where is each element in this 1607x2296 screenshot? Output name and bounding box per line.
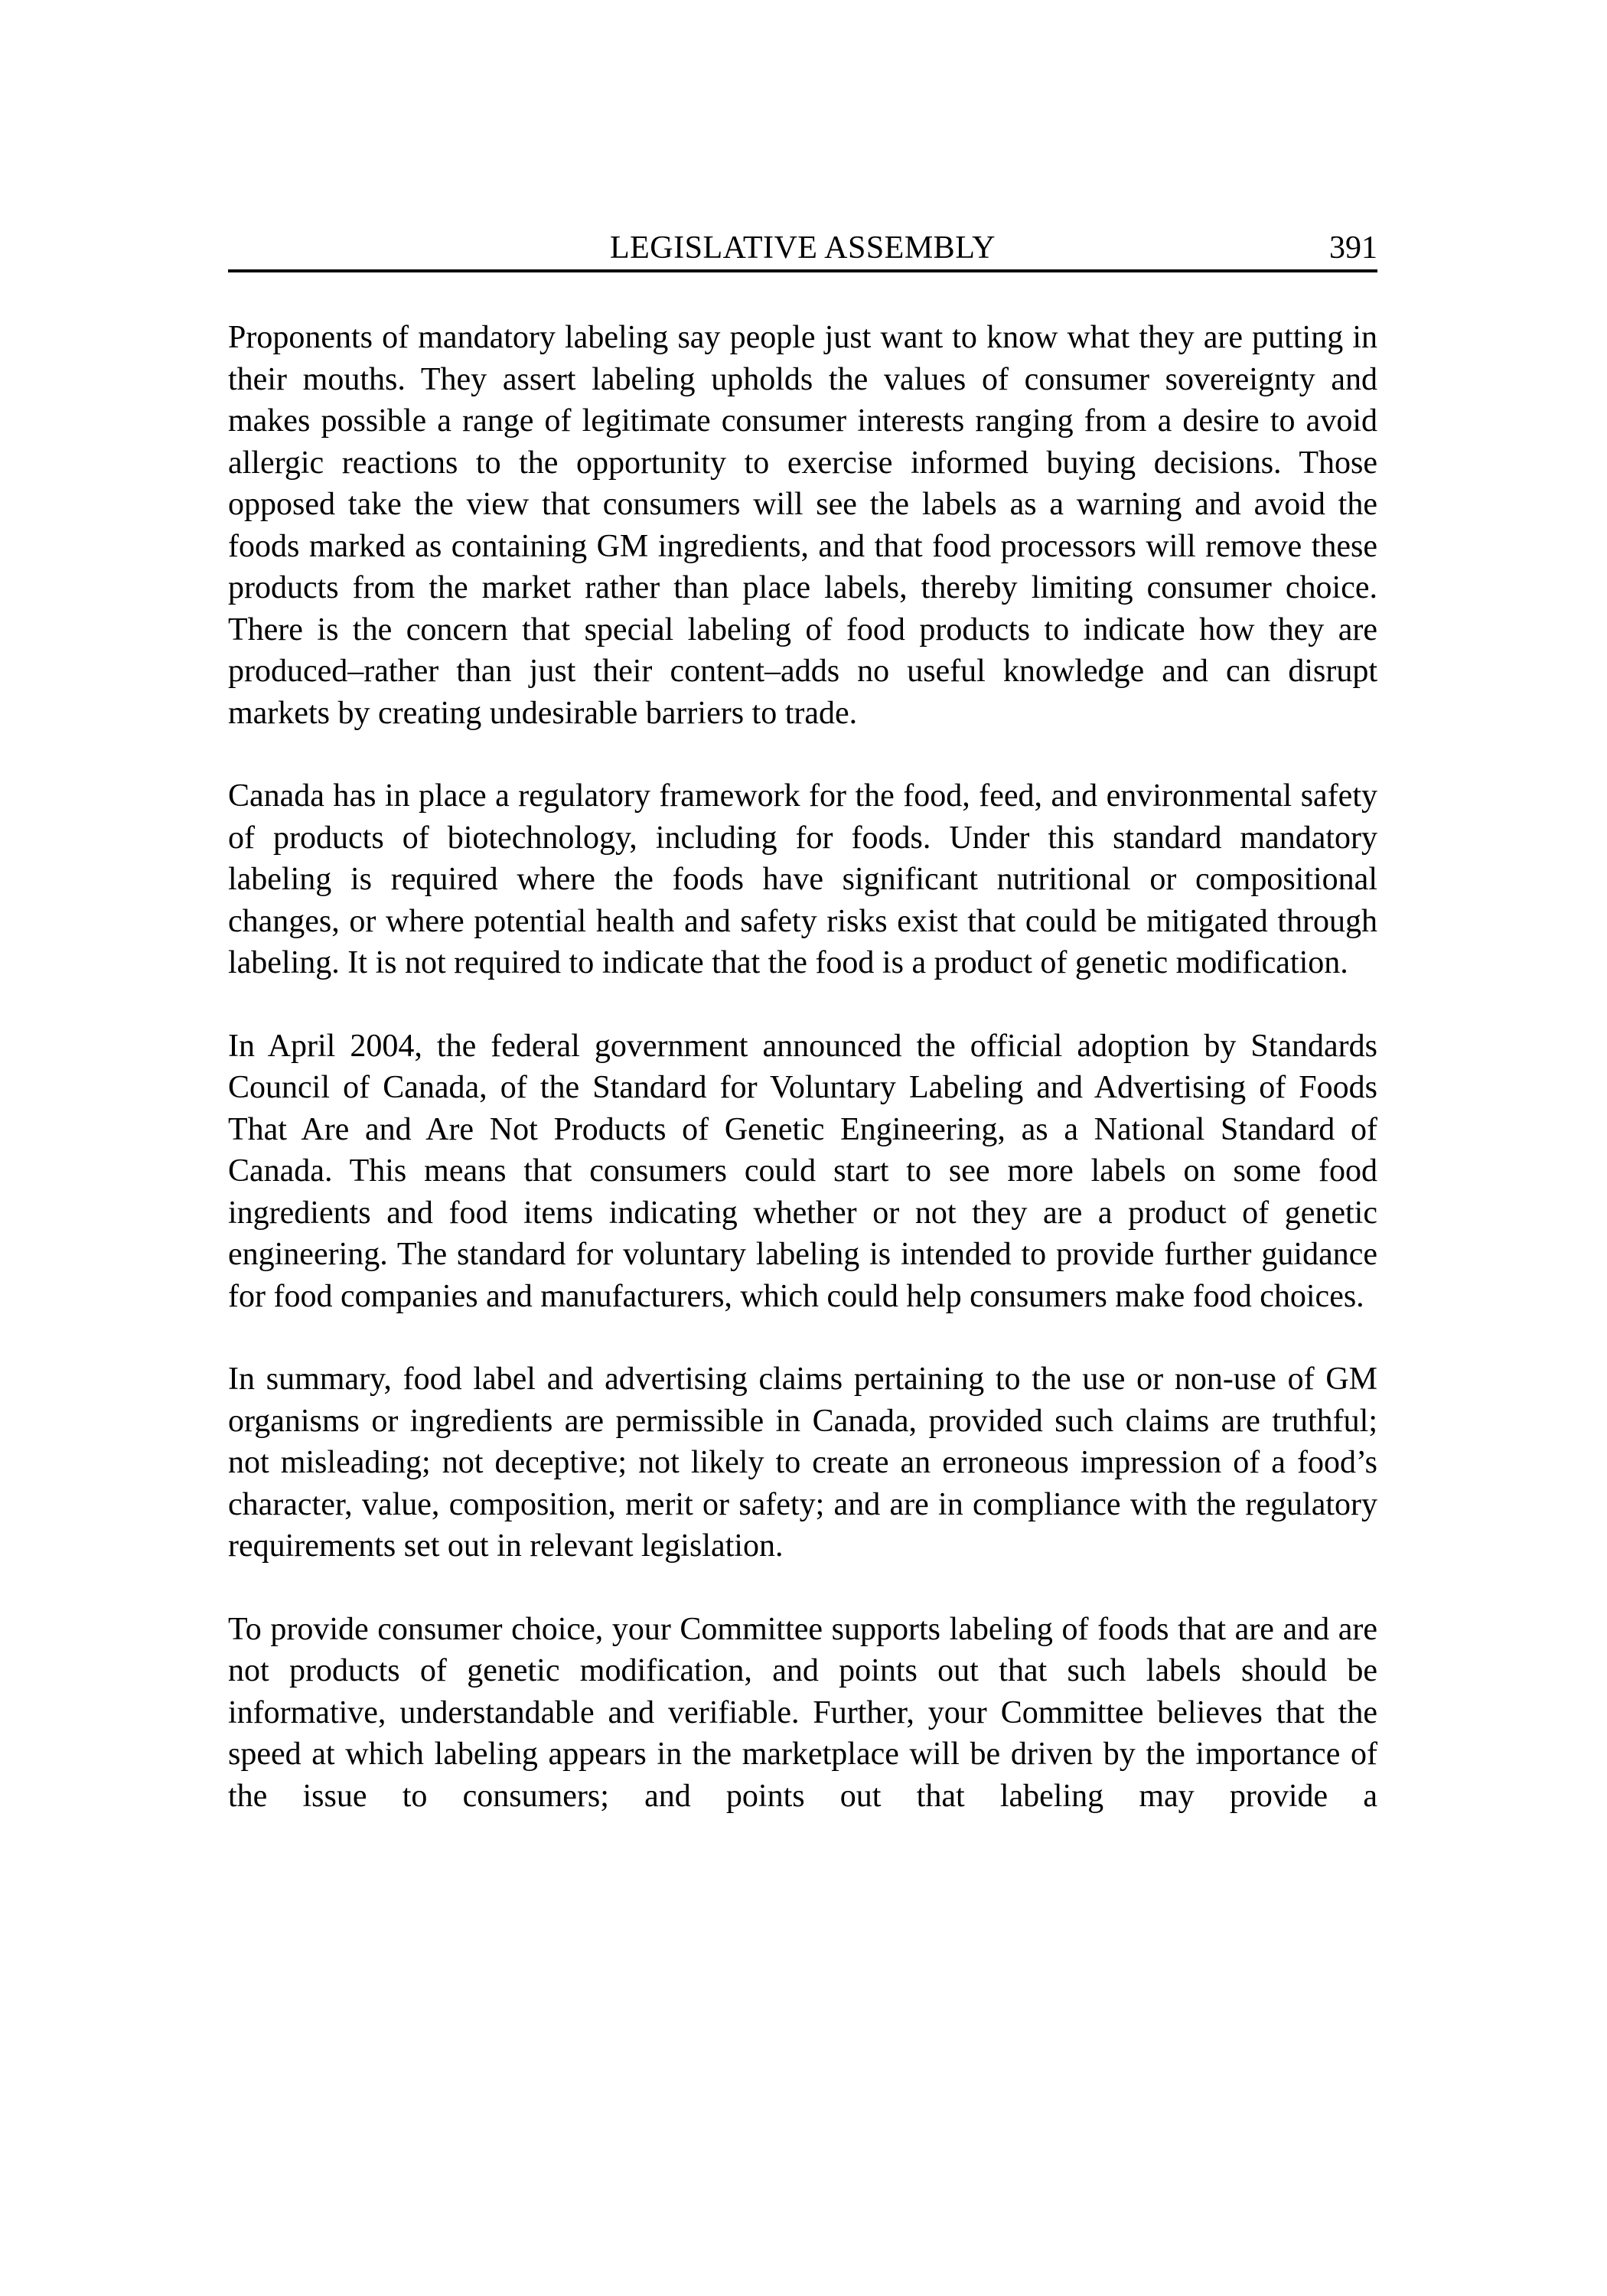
page-number: 391 xyxy=(1329,230,1377,266)
header-title: LEGISLATIVE ASSEMBLY xyxy=(610,230,996,266)
paragraph-mandatory-labeling-debate: Proponents of mandatory labeling say people just want to know what they are putting in their mouths. They assert labeling upholds the values of consumer sovereignty and makes possible a range of legitimate consumer interests ranging from a desire to avoid allergic reactions to the opportunity to exercise informed buying decisions. Those opposed take the view that consumers will see the labels as a warning and avoid the foods marked as containing GM ingredients, and that food processors will remove these products from the market rather than place labels, thereby limiting consumer choice. There is the concern that special labeling of food products to indicate how they are produced–rather than just their content–adds no useful knowledge and can disrupt markets by creating undesirable barriers to trade. xyxy=(228,320,1377,731)
body-text xyxy=(228,317,1377,1817)
running-header xyxy=(228,227,1377,272)
paragraph-committee-position: To provide consumer choice, your Committee supports labeling of foods that are and are not products of genetic modification, and points out that such labels should be informative, understandable and verifiable. Further, your Committee believes that the speed at which labeling appears in the marketplace will be driven by the importance of the issue to consumers; and points out that labeling may provide a xyxy=(228,1611,1377,1814)
paragraph-voluntary-labeling-standard: In April 2004, the federal government announced the official adoption by Standards Council of Canada, of the Standard for Voluntary Labeling and Advertising of Foods That Are and Are Not Products of Genetic Engineering, as a National Standard of Canada. This means that consumers could start to see more labels on some food ingredients and food items indicating whether or not they are a product of genetic engineering. The standard for voluntary labeling is intended to provide further guidance for food companies and manufacturers, which could help consumers make food choices. xyxy=(228,1028,1377,1314)
paragraph-canadian-regulatory-framework: Canada has in place a regulatory framework for the food, feed, and environmental safety of products of biotechnology, including for foods. Under this standard mandatory labeling is required where the foods have significant nutritional or compositional changes, or where potential health and safety risks exist that could be mitigated through labeling. It is not required to indicate that the food is a product of genetic modification. xyxy=(228,778,1377,980)
paragraph-summary-of-claims: In summary, food label and advertising claims pertaining to the use or non-use of GM organisms or ingredients are permissible in Canada, provided such claims are truthful; not misleading; not deceptive; not likely to create an erroneous impression of a food’s character, value, composition, merit or safety; and are in compliance with the regulatory requirements set out in relevant legislation. xyxy=(228,1362,1377,1564)
